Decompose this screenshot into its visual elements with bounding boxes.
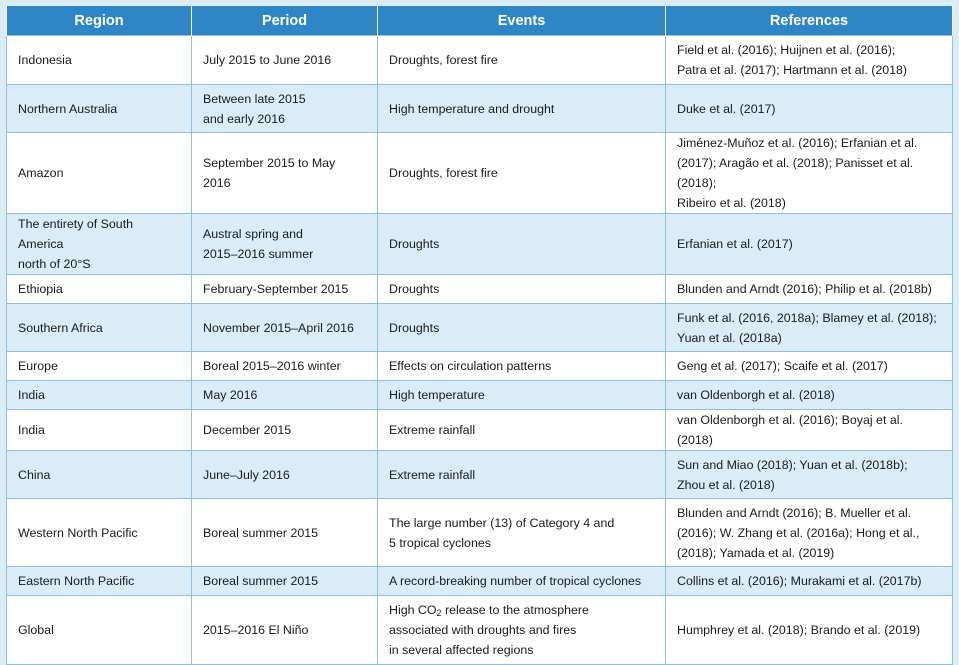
cell-region: Europe xyxy=(7,352,192,381)
cell-period: Boreal summer 2015 xyxy=(192,567,378,596)
table-frame xyxy=(6,6,952,657)
cell-region: India xyxy=(7,381,192,410)
cell-references: Blunden and Arndt (2016); Philip et al. (2018b) xyxy=(666,275,953,304)
cell-events: High temperature xyxy=(378,381,666,410)
cell-references: Blunden and Arndt (2016); B. Mueller et al. (2016); W. Zhang et al. (2016a); Hong et al., (2018); Yamada et al. (2019) xyxy=(666,499,953,567)
cell-region: Indonesia xyxy=(7,36,192,85)
table-row xyxy=(7,275,953,304)
cell-region: Northern Australia xyxy=(7,85,192,133)
cell-period: November 2015–April 2016 xyxy=(192,304,378,352)
cell-references: Erfanian et al. (2017) xyxy=(666,214,953,275)
header-references: References xyxy=(666,6,953,36)
cell-period: Austral spring and 2015–2016 summer xyxy=(192,214,378,275)
table-row xyxy=(7,567,953,596)
cell-period: Boreal summer 2015 xyxy=(192,499,378,567)
table-row xyxy=(7,133,953,214)
table-row xyxy=(7,85,953,133)
header-row xyxy=(7,6,953,36)
cell-region: The entirety of South America north of 20°S xyxy=(7,214,192,275)
cell-period: June–July 2016 xyxy=(192,451,378,499)
header-events: Events xyxy=(378,6,666,36)
table-row xyxy=(7,410,953,451)
events-table xyxy=(6,6,953,665)
table-row xyxy=(7,214,953,275)
cell-period: 2015–2016 El Niño xyxy=(192,596,378,665)
table-row xyxy=(7,451,953,499)
cell-period: February-September 2015 xyxy=(192,275,378,304)
cell-period: Boreal 2015–2016 winter xyxy=(192,352,378,381)
cell-region: Eastern North Pacific xyxy=(7,567,192,596)
co2-subscript: 2 xyxy=(436,608,442,618)
cell-events xyxy=(378,596,666,665)
cell-period: July 2015 to June 2016 xyxy=(192,36,378,85)
cell-period: Between late 2015 and early 2016 xyxy=(192,85,378,133)
cell-references: Field et al. (2016); Huijnen et al. (2016); Patra et al. (2017); Hartmann et al. (2018) xyxy=(666,36,953,85)
co2-release-text: release to the atmosphere associated with droughts and fires in several affected regions xyxy=(389,603,589,657)
cell-events: Droughts, forest fire xyxy=(378,36,666,85)
header-region: Region xyxy=(7,6,192,36)
table-row xyxy=(7,381,953,410)
cell-events: Droughts, forest fire xyxy=(378,133,666,214)
cell-region: Southern Africa xyxy=(7,304,192,352)
cell-region: Amazon xyxy=(7,133,192,214)
cell-period: September 2015 to May 2016 xyxy=(192,133,378,214)
cell-references: van Oldenborgh et al. (2016); Boyaj et al. (2018) xyxy=(666,410,953,451)
cell-references: Collins et al. (2016); Murakami et al. (2017b) xyxy=(666,567,953,596)
cell-period: December 2015 xyxy=(192,410,378,451)
cell-references: van Oldenborgh et al. (2018) xyxy=(666,381,953,410)
cell-references: Geng et al. (2017); Scaife et al. (2017) xyxy=(666,352,953,381)
cell-events: Effects on circulation patterns xyxy=(378,352,666,381)
cell-events: Droughts xyxy=(378,304,666,352)
table-row xyxy=(7,36,953,85)
cell-events: A record-breaking number of tropical cyclones xyxy=(378,567,666,596)
cell-events: Droughts xyxy=(378,214,666,275)
cell-events: Extreme rainfall xyxy=(378,451,666,499)
cell-references: Sun and Miao (2018); Yuan et al. (2018b); Zhou et al. (2018) xyxy=(666,451,953,499)
cell-period: May 2016 xyxy=(192,381,378,410)
cell-events: Extreme rainfall xyxy=(378,410,666,451)
cell-references: Jiménez-Muñoz et al. (2016); Erfanian et al. (2017); Aragão et al. (2018); Panisset et al. (2018); Ribeiro et al. (2018) xyxy=(666,133,953,214)
cell-region: Global xyxy=(7,596,192,665)
cell-region: India xyxy=(7,410,192,451)
cell-references: Duke et al. (2017) xyxy=(666,85,953,133)
table-row xyxy=(7,499,953,567)
cell-events: Droughts xyxy=(378,275,666,304)
cell-references: Humphrey et al. (2018); Brando et al. (2019) xyxy=(666,596,953,665)
table-row xyxy=(7,596,953,665)
cell-region: Western North Pacific xyxy=(7,499,192,567)
cell-events: The large number (13) of Category 4 and 5 tropical cyclones xyxy=(378,499,666,567)
cell-references: Funk et al. (2016, 2018a); Blamey et al. (2018); Yuan et al. (2018a) xyxy=(666,304,953,352)
header-period: Period xyxy=(192,6,378,36)
table-row xyxy=(7,352,953,381)
co2-text: High CO xyxy=(389,603,437,617)
cell-region: Ethiopia xyxy=(7,275,192,304)
cell-region: China xyxy=(7,451,192,499)
cell-events: High temperature and drought xyxy=(378,85,666,133)
table-row xyxy=(7,304,953,352)
